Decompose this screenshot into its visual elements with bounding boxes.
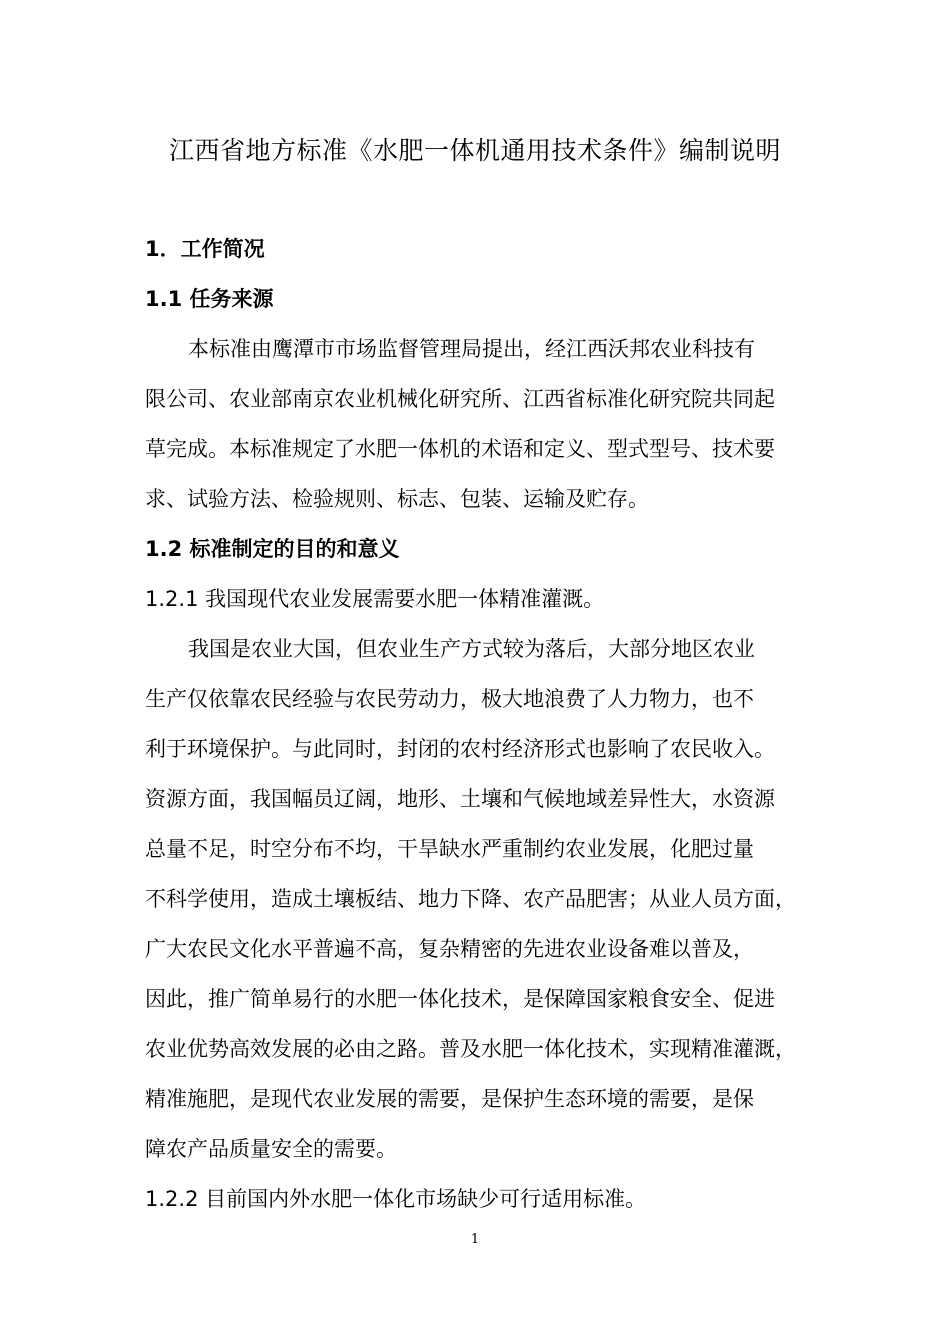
- paragraph-line: 本标准由鹰潭市市场监督管理局提出，经江西沃邦农业科技有: [188, 337, 755, 361]
- paragraph-line: 广大农民文化水平普遍不高，复杂精密的先进农业设备难以普及，: [145, 937, 754, 961]
- paragraph-line: 因此，推广简单易行的水肥一体化技术，是保障国家粮食安全、促进: [145, 987, 775, 1011]
- section-1-2-heading: 1.2 标准制定的目的和意义: [145, 537, 400, 561]
- paragraph-line: 农业优势高效发展的必由之路。普及水肥一体化技术，实现精准灌溉，: [145, 1037, 796, 1061]
- paragraph-line: 草完成。本标准规定了水肥一体机的术语和定义、型式型号、技术要: [145, 437, 775, 461]
- paragraph-line: 求、试验方法、检验规则、标志、包装、运输及贮存。: [145, 487, 649, 511]
- page-number: 1: [470, 1232, 480, 1247]
- section-1-2-1-heading: 1.2.1 我国现代农业发展需要水肥一体精准灌溉。: [145, 587, 605, 611]
- section-1-2-1-paragraph: [145, 624, 817, 1174]
- paragraph-line: 限公司、农业部南京农业机械化研究所、江西省标准化研究院共同起: [145, 387, 775, 411]
- paragraph-line: 不科学使用，造成土壤板结、地力下降、农产品肥害；从业人员方面，: [145, 887, 796, 911]
- section-1-1-heading: 1.1 任务来源: [145, 287, 274, 311]
- paragraph-line: 资源方面，我国幅员辽阔，地形、土壤和气候地域差异性大，水资源: [145, 787, 775, 811]
- document-title: 江西省地方标准《水肥一体机通用技术条件》编制说明: [168, 136, 781, 165]
- paragraph-line: 生产仅依靠农民经验与农民劳动力，极大地浪费了人力物力，也不: [145, 687, 754, 711]
- section-1-1-paragraph: [145, 324, 817, 524]
- paragraph-line: 障农产品质量安全的需要。: [145, 1137, 397, 1161]
- paragraph-line: 我国是农业大国，但农业生产方式较为落后，大部分地区农业: [188, 637, 755, 661]
- paragraph-line: 精准施肥，是现代农业发展的需要，是保护生态环境的需要，是保: [145, 1087, 754, 1111]
- section-1-heading: 1．工作简况: [145, 237, 265, 261]
- paragraph-line: 利于环境保护。与此同时，封闭的农村经济形式也影响了农民收入。: [145, 737, 775, 761]
- paragraph-line: 总量不足，时空分布不均，干旱缺水严重制约农业发展，化肥过量: [145, 837, 754, 861]
- section-1-2-2-heading: 1.2.2 目前国内外水肥一体化市场缺少可行适用标准。: [145, 1187, 647, 1211]
